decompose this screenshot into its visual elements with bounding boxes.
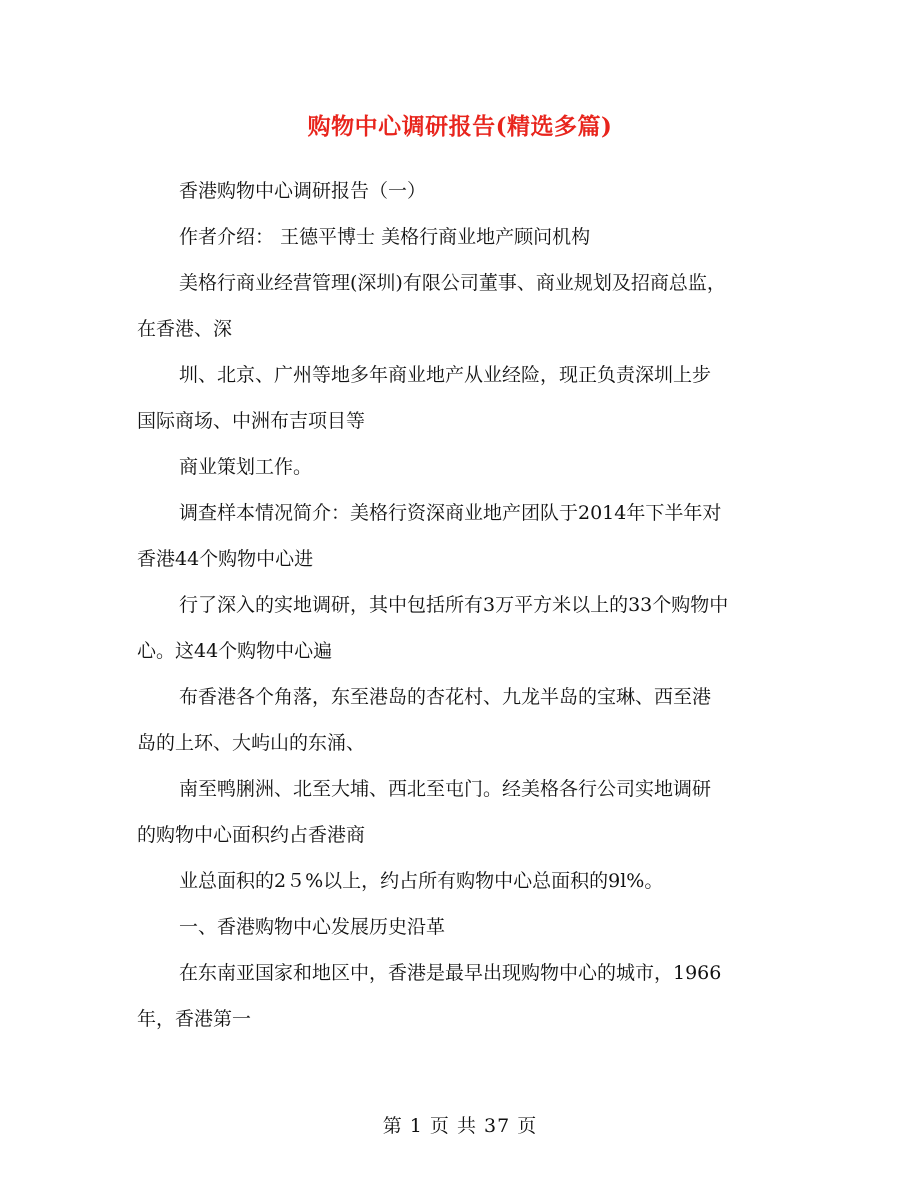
paragraph-sample-detail [137,582,787,674]
paragraph-line: 心。这44个购物中心遍 [137,640,333,662]
paragraph-line: 香港购物中心调研报告（一） [179,180,427,202]
paragraph-line: 香港44个购物中心进 [137,548,314,570]
paragraph-line: 在东南亚国家和地区中，香港是最早出现购物中心的城市，1966 [179,962,722,984]
section-heading [137,904,787,950]
paragraph-line: 商业策划工作。 [179,456,313,478]
paragraph-author-bio-end [137,444,787,490]
paragraph-line: 作者介绍： 王德平博士 美格行商业地产顾问机构 [179,226,591,248]
paragraph-line: 的购物中心面积约占香港商 [137,824,366,846]
paragraph-author [137,214,787,260]
document-body [137,168,787,1042]
paragraph-sample-coverage [137,766,787,858]
paragraph-line: 国际商场、中洲布吉项目等 [137,410,366,432]
paragraph-line: 南至鸭脷洲、北至大埔、西北至屯门。经美格各行公司实地调研 [179,778,712,800]
paragraph-line: 圳、北京、广州等地多年商业地产从业经险，现正负责深圳上步 [179,364,712,386]
paragraph-line: 年，香港第一 [137,1008,252,1030]
paragraph-sample-locations [137,674,787,766]
paragraph-line: 业总面积的2５%以上，约占所有购物中心总面积的9l%。 [179,870,664,892]
paragraph-sample-percent [137,858,787,904]
paragraph-line: 布香港各个角落，东至港岛的杏花村、九龙半岛的宝琳、西至港 [179,686,712,708]
paragraph-author-bio-cont [137,352,787,444]
paragraph-line: 一、香港购物中心发展历史沿革 [179,916,446,938]
paragraph-author-bio [137,260,787,352]
paragraph-subtitle [137,168,787,214]
paragraph-line: 岛的上环、大屿山的东涌、 [137,732,366,754]
paragraph-line: 行了深入的实地调研，其中包括所有3万平方米以上的33个购物中 [179,594,729,616]
paragraph-line: 美格行商业经营管理(深圳)有限公司董事、商业规划及招商总监， [179,272,726,294]
paragraph-sample-intro [137,490,787,582]
paragraph-line: 在香港、深 [137,318,233,340]
paragraph-line: 调查样本情况简介：美格行资深商业地产团队于2014年下半年对 [179,502,722,524]
paragraph-history [137,950,787,1042]
document-title: 购物中心调研报告(精选多篇) [307,113,613,140]
page-number-footer: 第 1 页 共 37 页 [382,1115,538,1137]
